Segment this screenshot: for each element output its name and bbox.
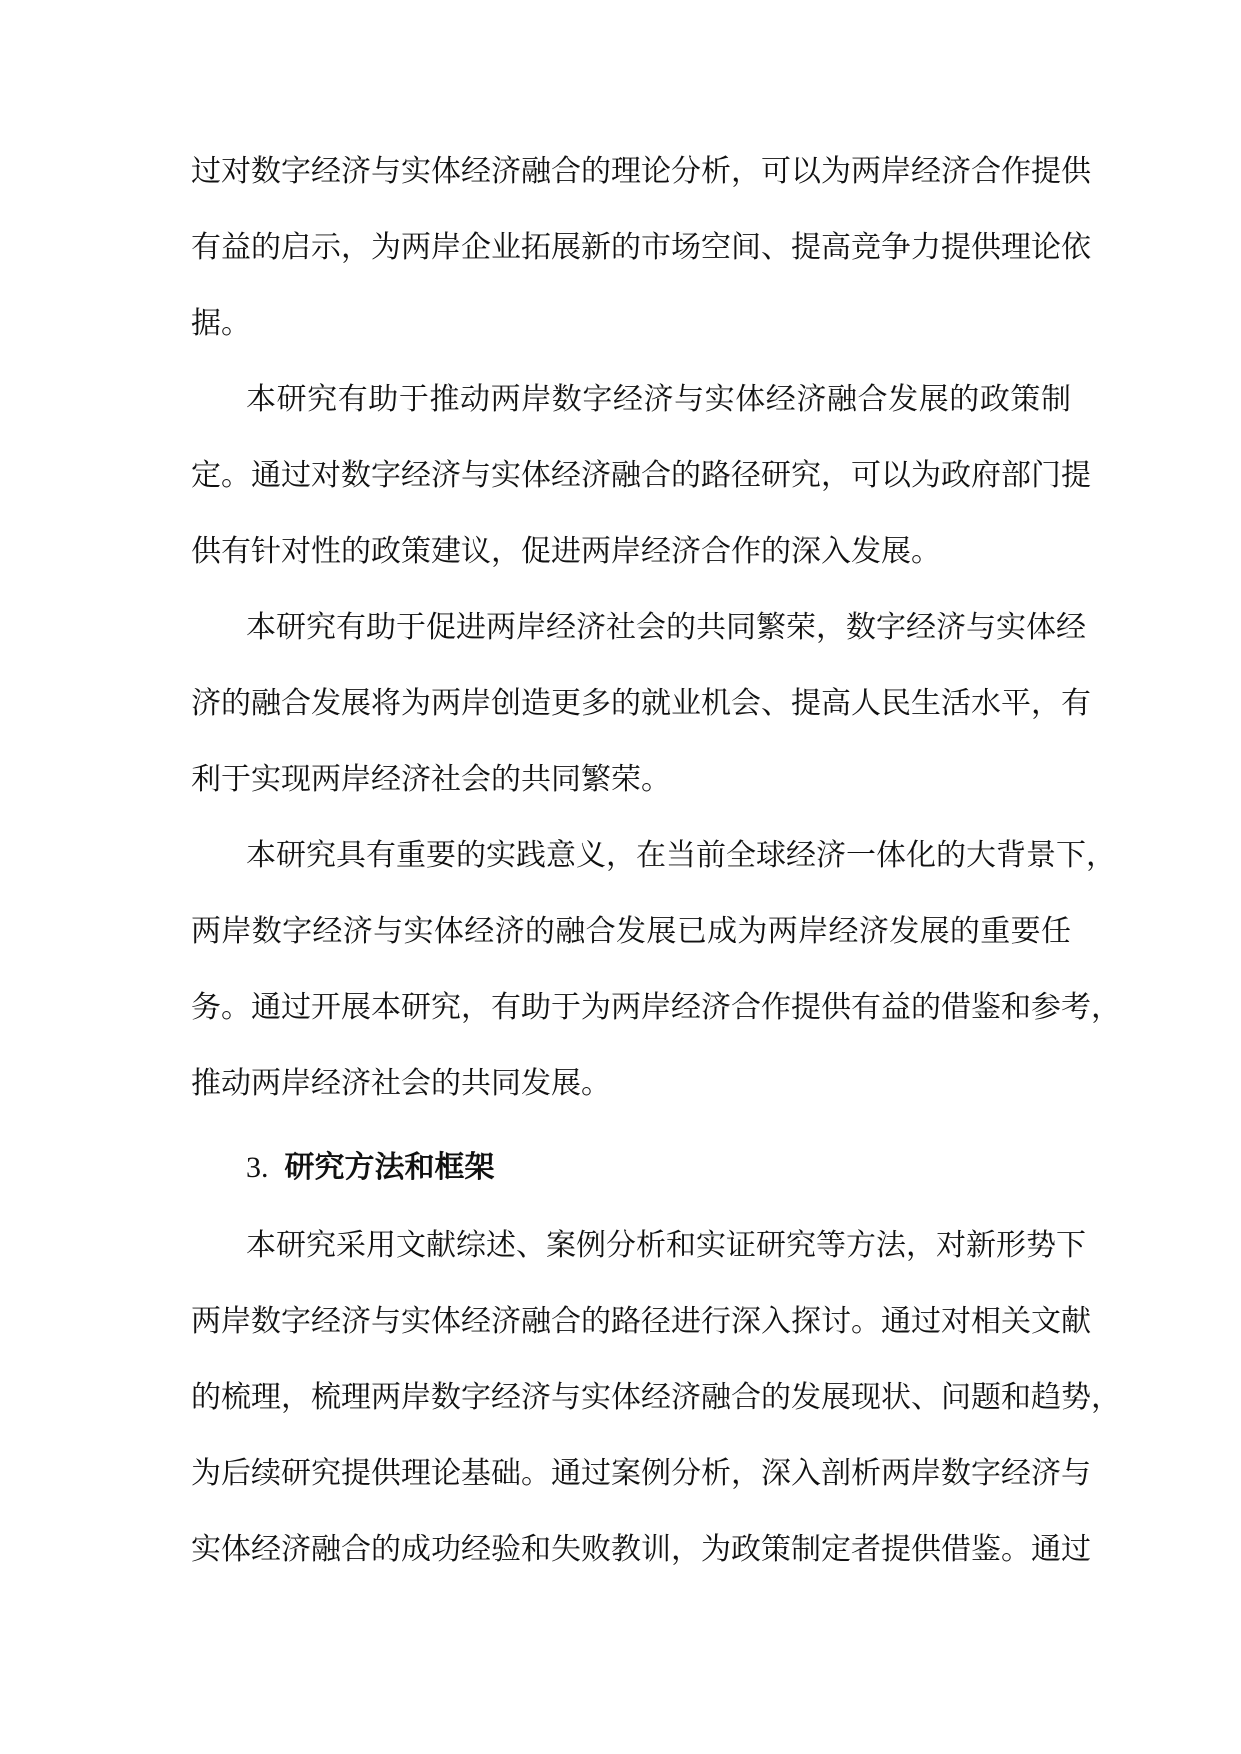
paragraph-4-line-3: 务。通过开展本研究，有助于为两岸经济合作提供有益的借鉴和参考， (191, 990, 1121, 1025)
paragraph-3-line-2: 济的融合发展将为两岸创造更多的就业机会、提高人民生活水平，有 (191, 686, 1091, 721)
paragraph-3-line-1: 本研究有助于促进两岸经济社会的共同繁荣，数字经济与实体经 (246, 610, 1086, 645)
section-paragraph-line-2: 两岸数字经济与实体经济融合的路径进行深入探讨。通过对相关文献 (191, 1304, 1091, 1339)
section-title: 研究方法和框架 (284, 1150, 495, 1185)
paragraph-1-line-2: 有益的启示，为两岸企业拓展新的市场空间、提高竞争力提供理论依 (191, 230, 1091, 265)
section-number: 3. (246, 1151, 269, 1184)
section-heading (246, 1138, 495, 1198)
section-paragraph-line-1: 本研究采用文献综述、案例分析和实证研究等方法，对新形势下 (246, 1228, 1086, 1263)
paragraph-3-line-3: 利于实现两岸经济社会的共同繁荣。 (191, 762, 671, 797)
paragraph-4-line-2: 两岸数字经济与实体经济的融合发展已成为两岸经济发展的重要任 (191, 914, 1071, 949)
paragraph-1-line-1: 过对数字经济与实体经济融合的理论分析，可以为两岸经济合作提供 (191, 154, 1091, 189)
section-paragraph-line-5: 实体经济融合的成功经验和失败教训，为政策制定者提供借鉴。通过 (191, 1532, 1091, 1567)
paragraph-4-line-1: 本研究具有重要的实践意义，在当前全球经济一体化的大背景下， (246, 838, 1116, 873)
paragraph-2-line-1: 本研究有助于推动两岸数字经济与实体经济融合发展的政策制 (246, 382, 1071, 417)
section-paragraph-line-3: 的梳理，梳理两岸数字经济与实体经济融合的发展现状、问题和趋势， (191, 1380, 1121, 1415)
paragraph-2-line-3: 供有针对性的政策建议，促进两岸经济合作的深入发展。 (191, 534, 941, 569)
paragraph-4-line-4: 推动两岸经济社会的共同发展。 (191, 1066, 611, 1101)
paragraph-1-line-3: 据。 (191, 306, 251, 341)
paragraph-2-line-2: 定。通过对数字经济与实体经济融合的路径研究，可以为政府部门提 (191, 458, 1091, 493)
section-paragraph-line-4: 为后续研究提供理论基础。通过案例分析，深入剖析两岸数字经济与 (191, 1456, 1091, 1491)
